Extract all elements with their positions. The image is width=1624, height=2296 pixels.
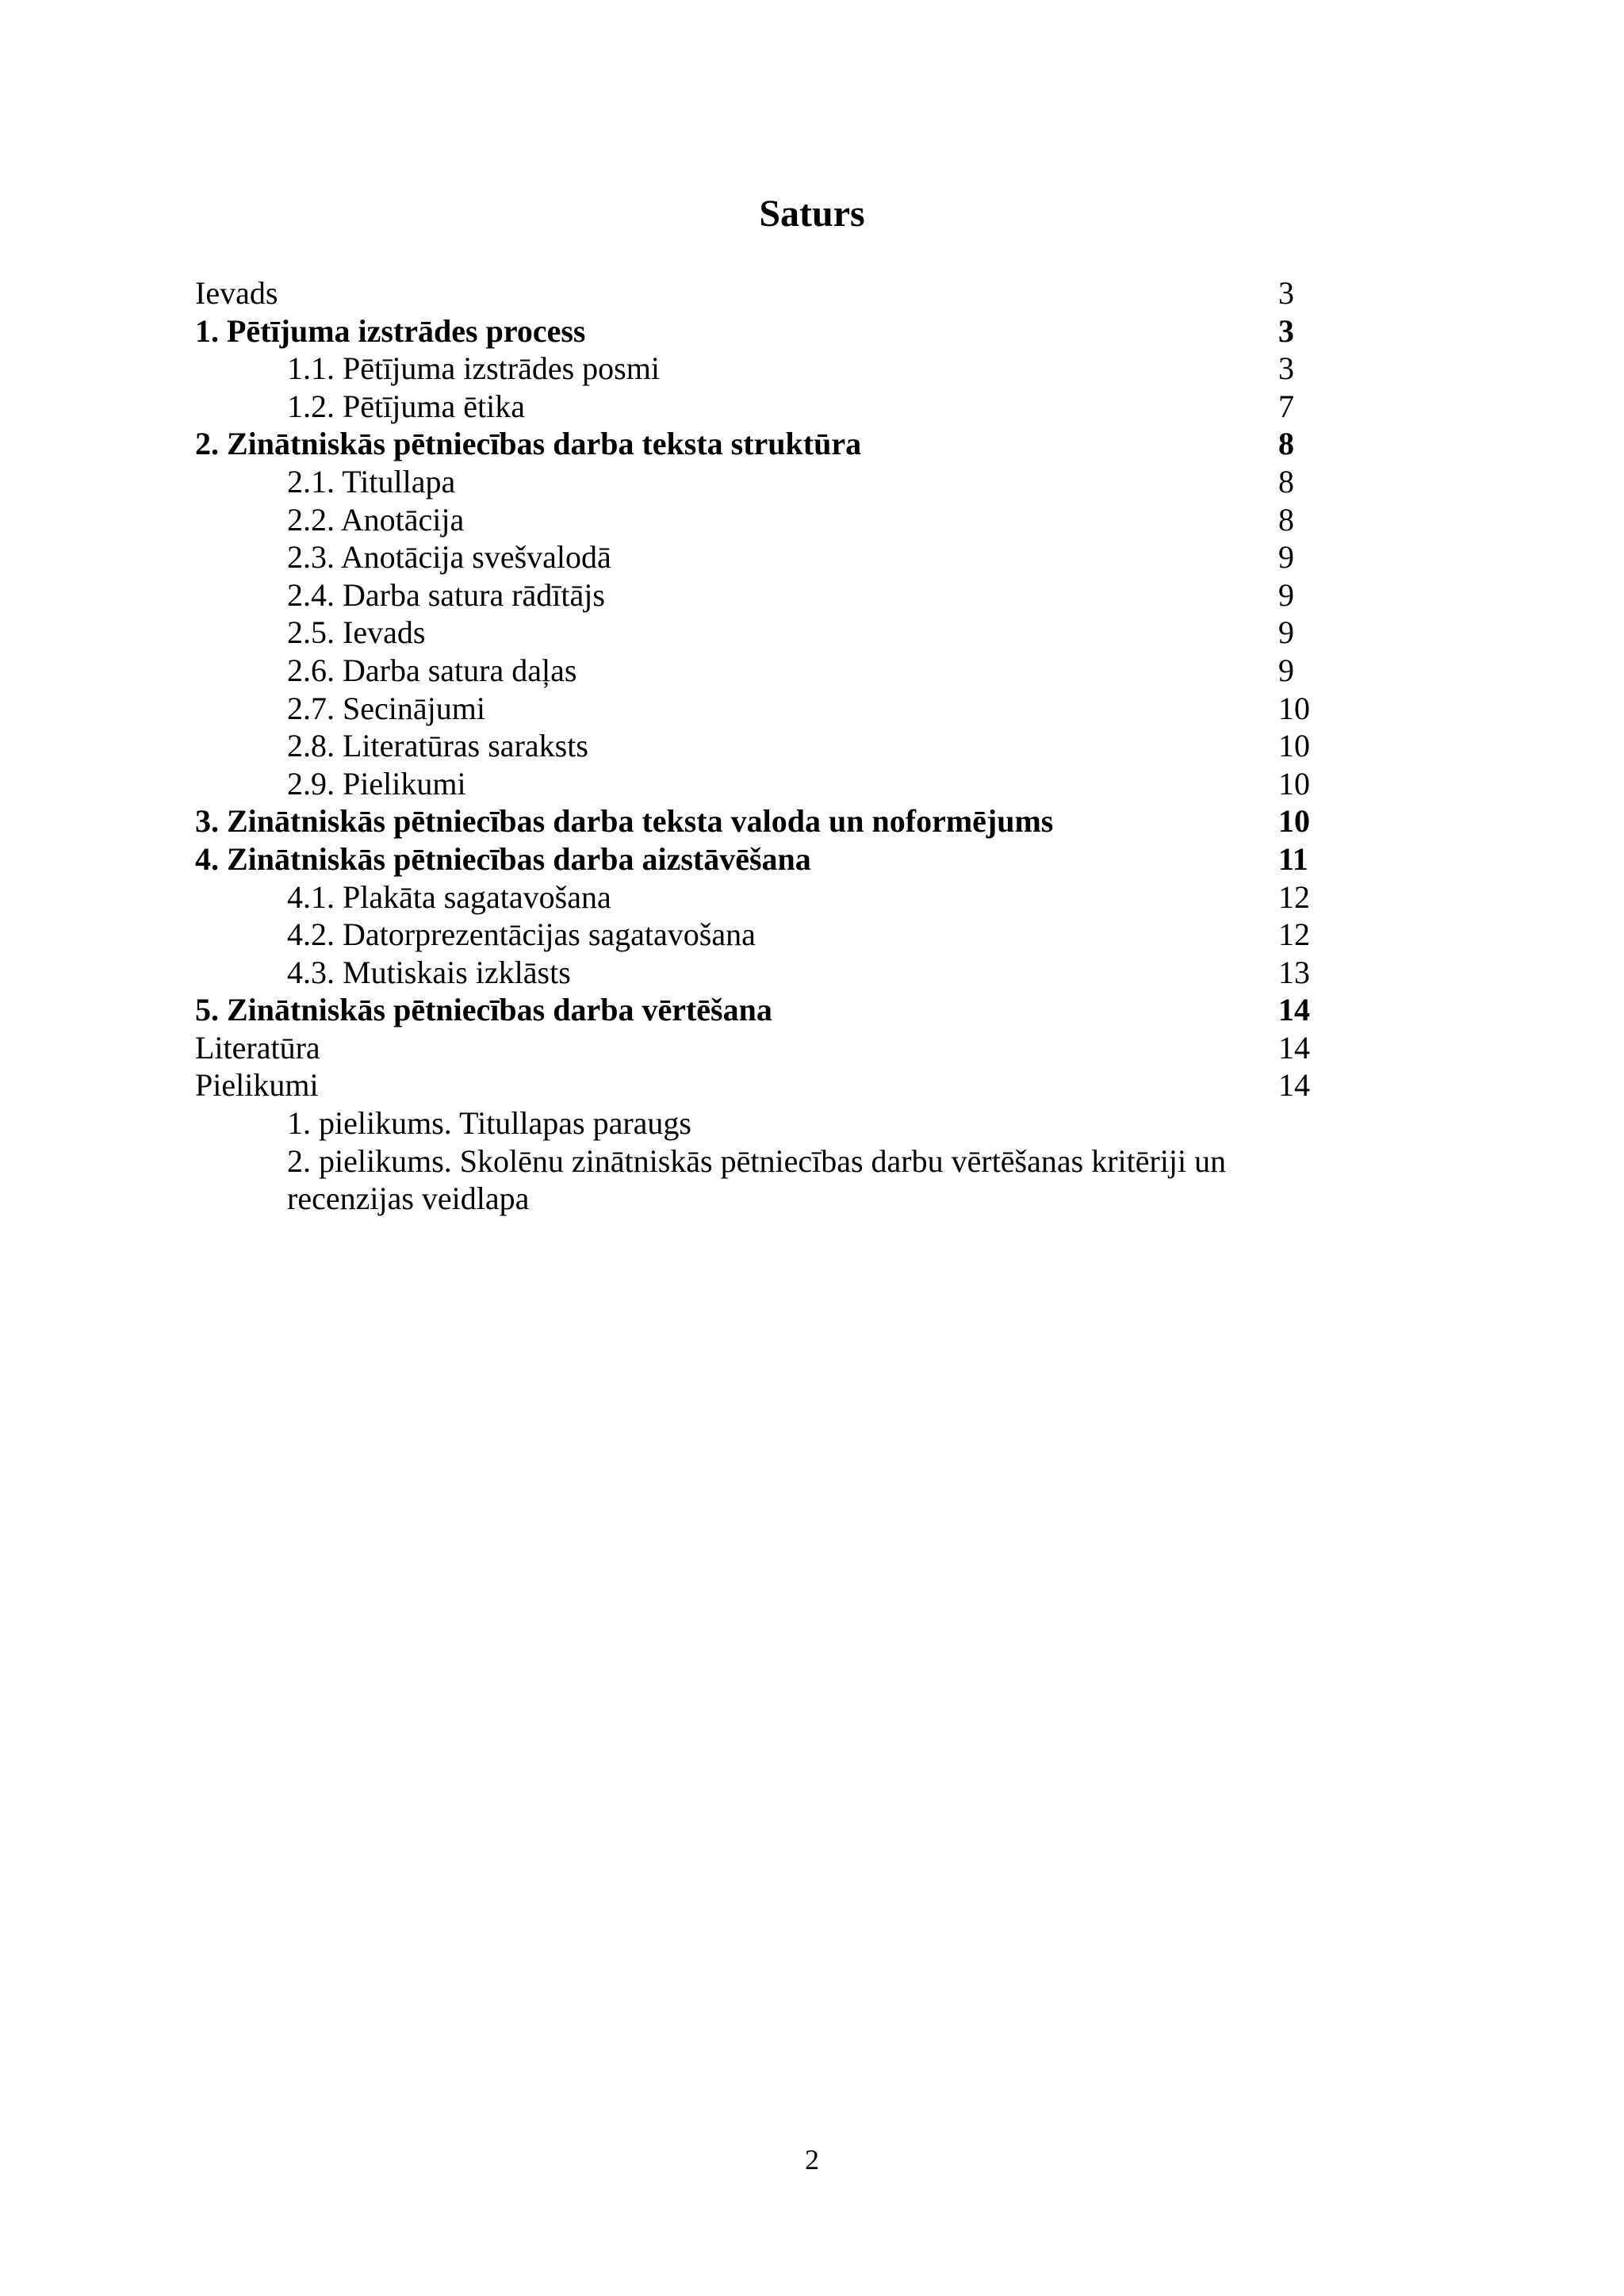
toc-entry-page-number: 9 <box>1278 652 1294 688</box>
toc-entry-label: 2.5. Ievads <box>287 614 426 651</box>
toc-entry[interactable] <box>195 350 1321 388</box>
toc-entry-page-number: 7 <box>1278 388 1294 424</box>
toc-entry-label: 2.3. Anotācija svešvalodā <box>287 539 611 576</box>
toc-entry-page-number: 9 <box>1278 539 1294 576</box>
toc-entry[interactable] <box>195 274 1321 312</box>
toc-entry-label: 2.4. Darba satura rādītājs <box>287 576 605 613</box>
toc-entry-label: Literatūra <box>195 1029 320 1066</box>
toc-entry-label: 1.2. Pētījuma ētika <box>287 388 525 424</box>
toc-entry[interactable] <box>195 916 1321 954</box>
toc-entry-page-number: 12 <box>1278 916 1310 953</box>
toc-entry-page-number: 14 <box>1278 1067 1310 1104</box>
toc-entry-label: Pielikumi <box>195 1067 319 1104</box>
toc-entry[interactable] <box>195 463 1321 501</box>
toc-entry-page-number: 10 <box>1278 690 1310 726</box>
toc-entry-page-number: 13 <box>1278 954 1310 990</box>
toc-entry[interactable] <box>195 652 1321 690</box>
toc-entry-label: 2. Zinātniskās pētniecības darba teksta struktūra <box>195 426 862 462</box>
toc-entry[interactable] <box>195 840 1321 878</box>
toc-entry-label: 4.3. Mutiskais izklāsts <box>287 954 571 990</box>
toc-entry-page-number: 10 <box>1278 803 1310 840</box>
appendix-entry[interactable]: 1. pielikums. Titullapas paraugs <box>287 1105 691 1142</box>
toc-entry-page-number: 8 <box>1278 463 1294 499</box>
toc-entry-label: 3. Zinātniskās pētniecības darba teksta valoda un noformējums <box>195 803 1054 840</box>
toc-entry[interactable] <box>195 388 1321 426</box>
toc-entry[interactable] <box>195 614 1321 652</box>
toc-entry-page-number: 3 <box>1278 275 1294 311</box>
toc-entries <box>195 274 1321 1104</box>
toc-entry-page-number: 10 <box>1278 728 1310 764</box>
toc-entry-label: 1.1. Pētījuma izstrādes posmi <box>287 350 660 387</box>
toc-entry[interactable] <box>195 878 1321 916</box>
toc-entry[interactable] <box>195 727 1321 765</box>
page-title: Saturs <box>759 193 865 235</box>
toc-entry[interactable] <box>195 991 1321 1029</box>
toc-entry[interactable] <box>195 576 1321 614</box>
toc-entry[interactable] <box>195 501 1321 539</box>
toc-entry-page-number: 11 <box>1278 840 1308 877</box>
toc-entry-page-number: 9 <box>1278 576 1294 613</box>
toc-entry-label: 4.2. Datorprezentācijas sagatavošana <box>287 916 756 953</box>
toc-entry-label: Ievads <box>195 275 278 311</box>
toc-entry-label: 2.6. Darba satura daļas <box>287 652 577 688</box>
page-number: 2 <box>805 2144 819 2175</box>
toc-entry-label: 5. Zinātniskās pētniecības darba vērtēšana <box>195 992 772 1028</box>
toc-entry-page-number: 14 <box>1278 1029 1310 1066</box>
toc-entry-label: 2.7. Secinājumi <box>287 690 485 726</box>
toc-entry[interactable] <box>195 765 1321 803</box>
toc-entry-label: 2.8. Literatūras saraksts <box>287 728 588 764</box>
toc-entry[interactable] <box>195 425 1321 463</box>
toc-entry[interactable] <box>195 312 1321 350</box>
toc-entry[interactable] <box>195 1029 1321 1067</box>
toc-entry-page-number: 12 <box>1278 878 1310 915</box>
toc-entry-label: 2.2. Anotācija <box>287 501 465 538</box>
toc-entry-page-number: 8 <box>1278 501 1294 538</box>
toc-entry[interactable] <box>195 802 1321 840</box>
toc-entry[interactable] <box>195 1066 1321 1104</box>
appendix-list <box>195 1104 1321 1218</box>
toc-entry[interactable] <box>195 538 1321 576</box>
toc-entry-page-number: 10 <box>1278 765 1310 802</box>
appendix-entry[interactable]: 2. pielikums. Skolēnu zinātniskās pētniecības darbu vērtēšanas kritēriji un recenzijas veidlapa <box>287 1142 1227 1217</box>
toc-entry-page-number: 14 <box>1278 992 1310 1028</box>
toc-entry-label: 2.9. Pielikumi <box>287 765 466 802</box>
toc-entry-page-number: 3 <box>1278 312 1294 349</box>
table-of-contents <box>195 274 1321 1218</box>
toc-entry-label: 1. Pētījuma izstrādes process <box>195 312 586 349</box>
toc-entry-page-number: 3 <box>1278 350 1294 387</box>
toc-entry[interactable] <box>195 954 1321 992</box>
toc-entry-page-number: 8 <box>1278 426 1294 462</box>
toc-entry-page-number: 9 <box>1278 614 1294 651</box>
toc-entry[interactable] <box>195 690 1321 728</box>
toc-entry-label: 4.1. Plakāta sagatavošana <box>287 878 611 915</box>
toc-entry-label: 4. Zinātniskās pētniecības darba aizstāvēšana <box>195 840 811 877</box>
toc-entry-label: 2.1. Titullapa <box>287 463 456 499</box>
